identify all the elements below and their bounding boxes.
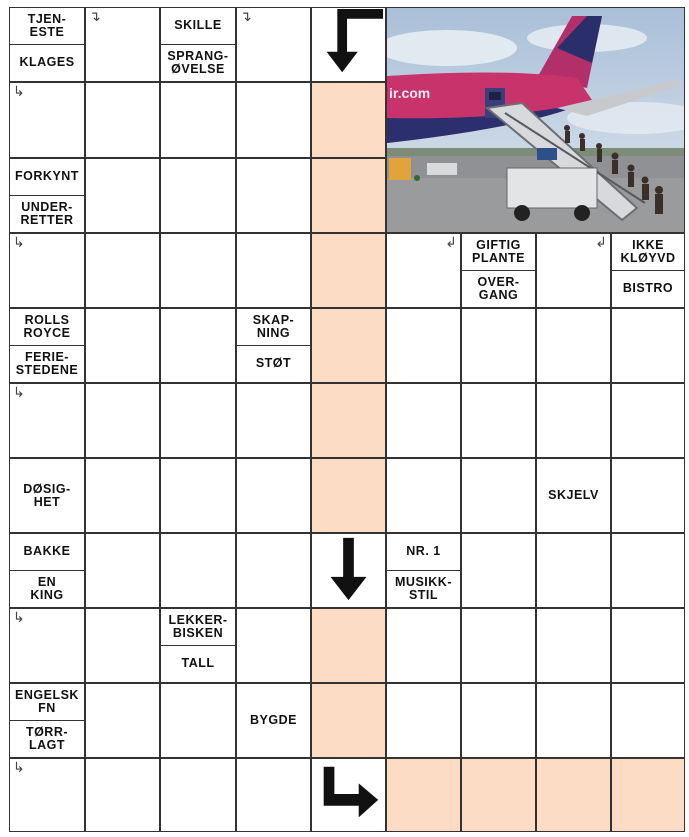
clue-cell	[9, 683, 85, 758]
answer-cell[interactable]	[536, 683, 611, 758]
answer-cell-highlight[interactable]	[461, 758, 536, 832]
answer-cell[interactable]	[536, 308, 611, 383]
answer-cell[interactable]	[160, 308, 236, 383]
answer-cell[interactable]	[611, 308, 685, 383]
answer-cell[interactable]	[536, 233, 611, 308]
answer-cell[interactable]	[611, 533, 685, 608]
answer-cell[interactable]	[461, 308, 536, 383]
answer-cell[interactable]	[386, 458, 461, 533]
answer-cell[interactable]	[536, 608, 611, 683]
clue-overgang: OVER- GANG	[477, 274, 520, 302]
answer-cell-highlight[interactable]	[311, 383, 386, 458]
answer-cell[interactable]	[9, 758, 85, 832]
big-arrow-down-right-icon	[312, 759, 385, 831]
answer-cell[interactable]	[236, 608, 311, 683]
answer-cell[interactable]	[85, 533, 160, 608]
clue-bygde: BYGDE	[250, 713, 297, 727]
arrow-down-right-icon: ↳	[13, 760, 25, 776]
clue-tjeneste: TJEN- ESTE	[10, 8, 84, 45]
answer-cell[interactable]	[160, 683, 236, 758]
answer-cell-highlight[interactable]	[311, 458, 386, 533]
answer-cell[interactable]	[9, 233, 85, 308]
answer-cell[interactable]	[536, 383, 611, 458]
answer-cell[interactable]	[85, 683, 160, 758]
answer-cell[interactable]	[386, 608, 461, 683]
clue-feriestedene: FERIE- STEDENE	[15, 349, 79, 377]
answer-cell[interactable]	[9, 383, 85, 458]
answer-cell[interactable]	[611, 458, 685, 533]
clue-skjelv: SKJELV	[548, 488, 599, 502]
clue-engelsk-fn: ENGELSK FN	[10, 684, 84, 721]
arrow-left-down-icon: ↲	[445, 235, 457, 251]
answer-cell[interactable]	[160, 233, 236, 308]
answer-cell[interactable]	[461, 683, 536, 758]
answer-cell[interactable]	[236, 82, 311, 158]
answer-cell-highlight[interactable]	[311, 233, 386, 308]
clue-bakke: BAKKE	[10, 534, 84, 571]
clue-cell	[9, 533, 85, 608]
clue-cell	[536, 458, 611, 533]
big-arrow-down-icon	[312, 534, 385, 607]
answer-cell-highlight[interactable]	[611, 758, 685, 832]
answer-cell-highlight[interactable]	[311, 608, 386, 683]
answer-cell[interactable]	[85, 458, 160, 533]
clue-rolls-royce: ROLLS ROYCE	[10, 309, 84, 346]
clue-cell	[611, 233, 685, 308]
clue-torrlagt: TØRR- LAGT	[25, 724, 69, 752]
arrow-down-right-icon: ↳	[13, 385, 25, 401]
answer-cell[interactable]	[461, 533, 536, 608]
answer-cell[interactable]	[611, 608, 685, 683]
answer-cell[interactable]	[236, 233, 311, 308]
clue-stot: STØT	[255, 356, 292, 371]
clue-ikke-kloyvd: IKKE KLØYVD	[612, 234, 684, 271]
clue-musikkstil: MUSIKK- STIL	[395, 574, 452, 602]
clue-sprangovelse: SPRANG- ØVELSE	[167, 48, 229, 76]
answer-cell-highlight[interactable]	[311, 308, 386, 383]
answer-cell[interactable]	[386, 233, 461, 308]
answer-cell[interactable]	[461, 458, 536, 533]
answer-cell[interactable]	[160, 533, 236, 608]
answer-cell[interactable]	[85, 383, 160, 458]
answer-cell[interactable]	[236, 383, 311, 458]
clue-cell	[160, 608, 236, 683]
arrow-cell	[311, 758, 386, 832]
answer-cell[interactable]	[85, 7, 160, 82]
answer-cell[interactable]	[160, 758, 236, 832]
answer-cell[interactable]	[236, 758, 311, 832]
answer-cell[interactable]	[85, 233, 160, 308]
answer-cell[interactable]	[85, 82, 160, 158]
arrow-cell	[311, 7, 386, 82]
answer-cell[interactable]	[611, 383, 685, 458]
airplane-boarding-photo	[386, 7, 685, 233]
arrow-right-down-icon: ↴	[89, 9, 101, 25]
clue-nr1: NR. 1	[387, 534, 460, 571]
clue-dosighet: DØSIG- HET	[23, 481, 71, 509]
arrow-down-right-icon: ↳	[13, 235, 25, 251]
answer-cell[interactable]	[461, 383, 536, 458]
answer-cell[interactable]	[236, 458, 311, 533]
clue-lekkerbisken: LEKKER- BISKEN	[161, 609, 235, 646]
answer-cell[interactable]	[85, 758, 160, 832]
answer-cell[interactable]	[236, 533, 311, 608]
answer-cell[interactable]	[386, 683, 461, 758]
arrow-down-right-icon: ↳	[13, 610, 25, 626]
crossword-grid	[9, 7, 685, 832]
answer-cell[interactable]	[386, 383, 461, 458]
clue-skapning: SKAP- NING	[237, 309, 310, 346]
clue-cell	[160, 7, 236, 82]
answer-cell[interactable]	[85, 308, 160, 383]
answer-cell[interactable]	[236, 158, 311, 233]
arrow-right-down-icon: ↴	[240, 9, 252, 25]
clue-giftig-plante: GIFTIG PLANTE	[462, 234, 535, 271]
clue-en-king: EN KING	[30, 574, 64, 602]
clue-cell	[9, 308, 85, 383]
answer-cell[interactable]	[9, 608, 85, 683]
clue-cell	[236, 683, 311, 758]
answer-cell[interactable]	[85, 158, 160, 233]
airplane-photo-graphic	[387, 8, 685, 233]
answer-cell[interactable]	[160, 158, 236, 233]
clue-cell	[9, 158, 85, 233]
arrow-cell	[311, 533, 386, 608]
clue-cell	[386, 533, 461, 608]
clue-bistro: BISTRO	[622, 281, 674, 296]
answer-cell[interactable]	[386, 308, 461, 383]
answer-cell[interactable]	[85, 608, 160, 683]
clue-underretter: UNDER- RETTER	[20, 199, 74, 227]
answer-cell-highlight[interactable]	[311, 158, 386, 233]
answer-cell[interactable]	[160, 82, 236, 158]
clue-cell	[9, 458, 85, 533]
clue-cell	[461, 233, 536, 308]
answer-cell-highlight[interactable]	[386, 758, 461, 832]
answer-cell-highlight[interactable]	[311, 82, 386, 158]
arrow-left-down-icon: ↲	[595, 235, 607, 251]
answer-cell[interactable]	[461, 608, 536, 683]
big-arrow-left-down-icon	[312, 8, 385, 81]
answer-cell[interactable]	[236, 7, 311, 82]
fuselage-text: ir.com	[389, 85, 431, 101]
clue-cell	[236, 308, 311, 383]
clue-cell	[9, 7, 85, 82]
answer-cell-highlight[interactable]	[536, 758, 611, 832]
clue-tall: TALL	[181, 656, 215, 671]
answer-cell[interactable]	[160, 458, 236, 533]
answer-cell[interactable]	[611, 683, 685, 758]
answer-cell-highlight[interactable]	[311, 683, 386, 758]
answer-cell[interactable]	[536, 533, 611, 608]
clue-klages: KLAGES	[19, 55, 75, 70]
clue-forkynt: FORKYNT	[10, 159, 84, 196]
answer-cell[interactable]	[160, 383, 236, 458]
arrow-down-right-icon: ↳	[13, 84, 25, 100]
answer-cell[interactable]	[9, 82, 85, 158]
clue-skille: SKILLE	[161, 8, 235, 45]
